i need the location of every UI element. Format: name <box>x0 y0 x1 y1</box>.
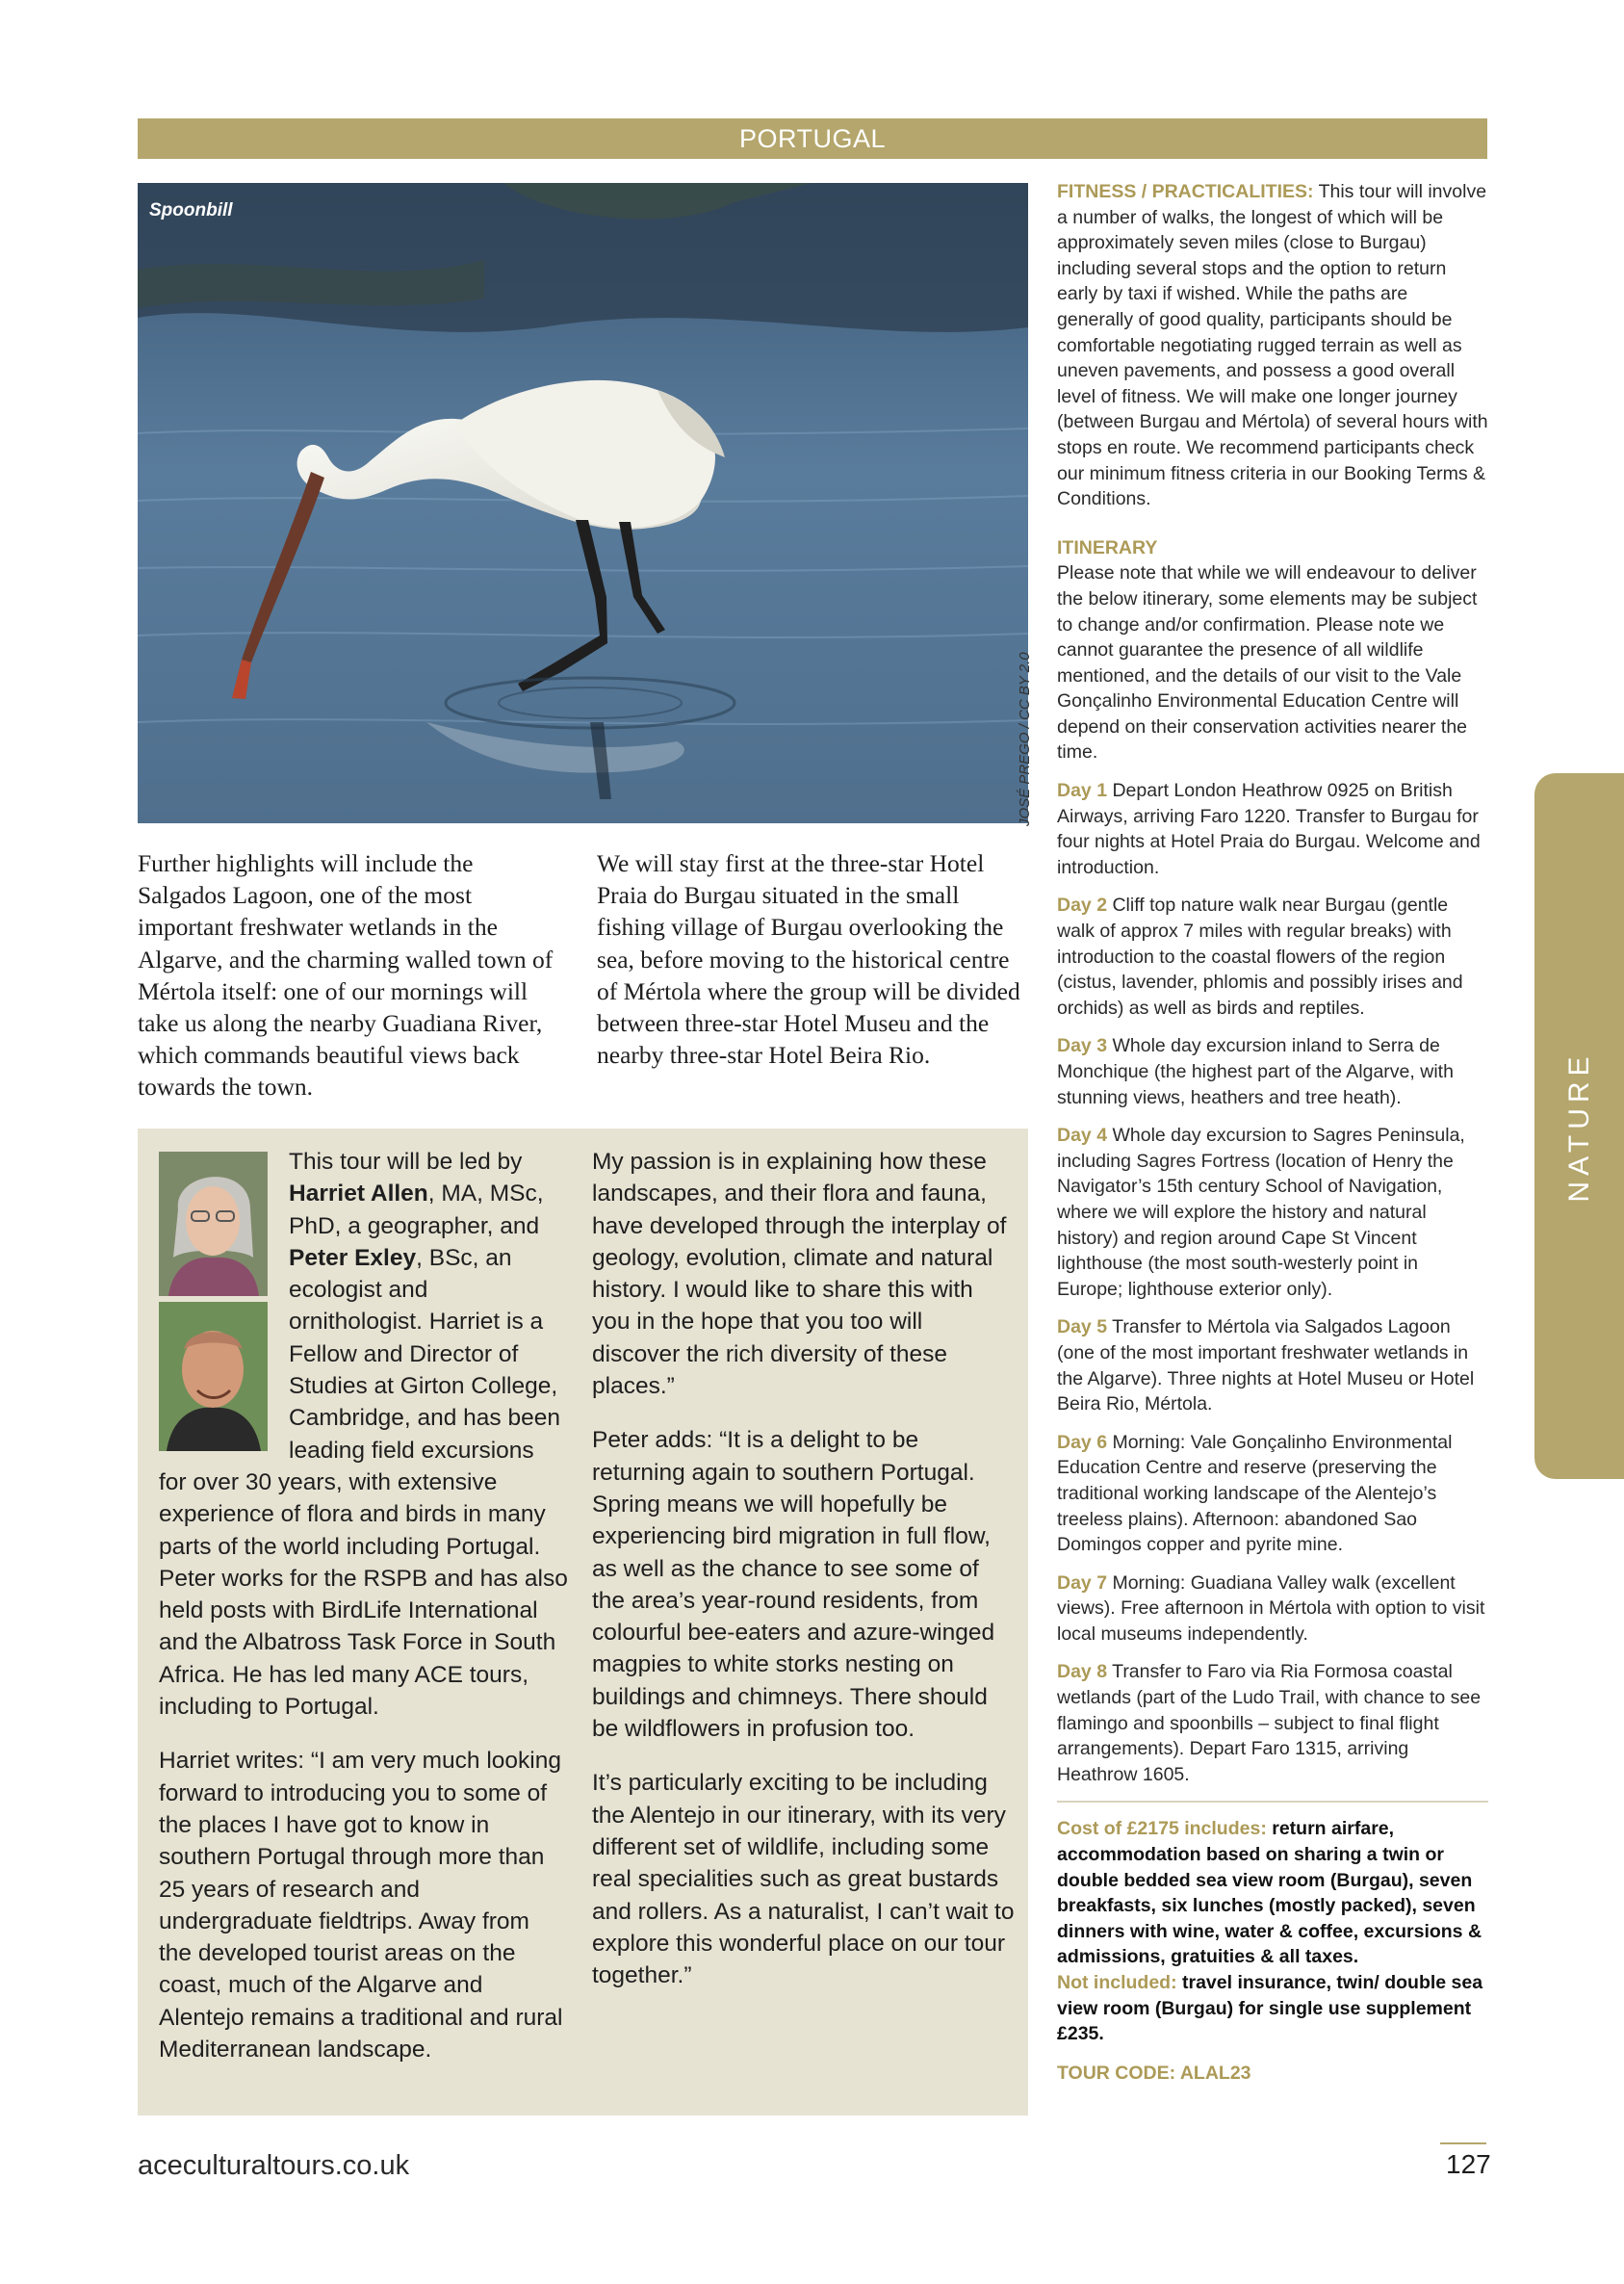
day-label: Day 6 <box>1057 1431 1108 1453</box>
spoonbill-photo <box>138 183 1028 823</box>
itinerary-note: Please note that while we will endeavour to deliver the below itinerary, some elements may be subject to change and/or confirmation. Please note we cannot guarantee the presence of all wildlife mentioned, and the details of our visit to the Vale Gonçalinho Environmental Education Centre will depend on their conservation activities nearer the time. <box>1057 562 1478 764</box>
peter-name: Peter Exley <box>289 1244 417 1271</box>
day-text: Whole day excursion inland to Serra de Monchique (the highest part of the Algarve, with stunning views, heathers and tree heath). <box>1057 1035 1454 1108</box>
not-included-label: Not included: <box>1057 1972 1177 1993</box>
footer-website: aceculturaltours.co.uk <box>138 2150 410 2181</box>
itinerary-days <box>1057 778 1488 1787</box>
itinerary-day <box>1057 893 1488 1021</box>
day-text: Transfer to Faro via Ria Formosa coastal wetlands (part of the Ludo Trail, with chance to see flamingo and spoonbills – subject to final flight arrangements). Depart Faro 1315, arriving Heathrow 1605. <box>1057 1661 1482 1785</box>
peter-photo <box>159 1302 268 1451</box>
fitness-section <box>1057 179 1488 512</box>
itinerary-day <box>1057 1123 1488 1302</box>
leaders-intro: This tour will be led by Harriet Allen, MA, MSc, PhD, a geographer, and Peter Exley, BSc, an ecologist and ornithologist. Harriet is a Fellow and Director of Studies at Girton College, Cambridge, and has been leading field excursions for over 30 years, with extensive experience of flora and birds in many parts of the world including Portugal. Peter works for the RSPB and has also held posts with BirdLife International and the Albatross Task Force in South Africa. He has led many ACE tours, including to Portugal. <box>159 1149 568 1721</box>
cost-label: Cost of £2175 includes: <box>1057 1818 1267 1840</box>
day-text: Transfer to Mértola via Salgados Lagoon (one of the most important freshwater wetlands in the Algarve). Three nights at Hotel Museu or Hotel Beira Rio, Mértola. <box>1057 1316 1475 1415</box>
itinerary-day <box>1057 1659 1488 1787</box>
itinerary-day <box>1057 1570 1488 1648</box>
day-label: Day 2 <box>1057 895 1108 917</box>
divider <box>1057 1801 1488 1803</box>
itinerary-day <box>1057 1033 1488 1110</box>
section-banner: PORTUGAL <box>138 118 1487 159</box>
nature-tab: NATURE <box>1534 773 1624 1479</box>
page-number: 127 <box>1446 2149 1491 2179</box>
itinerary-day <box>1057 1430 1488 1558</box>
day-label: Day 4 <box>1057 1125 1108 1147</box>
peter-portrait <box>159 1302 268 1451</box>
itinerary-day <box>1057 1314 1488 1416</box>
photo-caption: Spoonbill <box>149 200 233 221</box>
day-text: Whole day excursion to Sagres Peninsula, including Sagres Fortress (location of Henry the Navigator’s 15th century School of Navigation, where we will explore the history and natural history) and region around Cape St Vincent lighthouse (the most south-westerly point in Europe; lighthouse exterior only). <box>1057 1125 1465 1300</box>
harriet-quote: Harriet writes: “I am very much looking forward to introducing you to some of the places I have got to know in southern Portugal through more than 25 years of research and undergraduate fieldtrips. Away from the developed tourist areas on the coast, much of the Algarve and Alentejo remains a traditional and rural Mediterranean landscape. <box>159 1748 563 2063</box>
day-label: Day 8 <box>1057 1661 1108 1683</box>
day-label: Day 7 <box>1057 1571 1108 1594</box>
peter-quote: Peter adds: “It is a delight to be returning again to southern Portugal. Spring means we will hopefully be experiencing bird migration in full flow, as well as the chance to see some of the area’s year-round residents, from colourful bee-eaters and azure-winged magpies to white storks nesting on buildings and chimneys. There should be wildflowers in profusion too. <box>592 1427 995 1743</box>
leaders-column-2 <box>592 1146 1016 2013</box>
day-label: Day 3 <box>1057 1035 1108 1057</box>
intro-column-1: Further highlights will include the Salgados Lagoon, one of the most important freshwater wetlands in the Algarve, and the charming walled town of Mértola itself: one of our mornings will take us along the nearby Guadiana River, which commands beautiful views back towards the town. <box>138 849 554 1102</box>
fitness-text: This tour will involve a number of walks, the longest of which will be approximately seven miles (close to Burgau) including several stops and the option to return early by taxi if wished. While the paths are generally of good quality, participants should be comfortable negotiating rugged terrain as well as uneven pavements, and possess a good overall level of fitness. We will make one longer journey (between Burgau and Mértola) of several hours with stops en route. We recommend participants check our minimum fitness criteria in our Booking Terms & Conditions. <box>1057 181 1488 510</box>
day-label: Day 5 <box>1057 1316 1108 1338</box>
footer-divider <box>1440 2142 1486 2144</box>
details-sidebar <box>1057 179 1488 2086</box>
day-label: Day 1 <box>1057 780 1108 802</box>
intro-column-2: We will stay first at the three-star Hotel Praia do Burgau situated in the small fishing village of Burgau overlooking the sea, before moving to the historical centre of Mértola where the group will be divided between three-star Hotel Museu and the nearby three-star Hotel Beira Rio. <box>597 849 1020 1070</box>
fitness-heading: FITNESS / PRACTICALITIES: <box>1057 181 1314 202</box>
leaders-column-1 <box>159 1146 568 2088</box>
cost-block <box>1057 1816 1488 2046</box>
itinerary-heading: ITINERARY <box>1057 536 1158 558</box>
harriet-photo <box>159 1152 268 1296</box>
not-included-text: travel insurance, twin/ double sea view room (Burgau) for single use supplement £235. <box>1057 1972 1483 2045</box>
cost-text: return airfare, accommodation based on sharing a twin or double bedded sea view room (Burgau), seven breakfasts, six lunches (mostly packed), seven dinners with wine, water & coffee, excursions & admissions, gratuities & all taxes. <box>1057 1818 1482 1968</box>
peter-quote-continued: It’s particularly exciting to be including the Alentejo in our itinerary, with its very different set of wildlife, including some real specialities such as great bustards and rollers. As a naturalist, I can’t wait to explore this wonderful place on our tour together.” <box>592 1770 1015 1989</box>
harriet-name: Harriet Allen <box>289 1181 428 1207</box>
itinerary-day <box>1057 778 1488 880</box>
day-text: Cliff top nature walk near Burgau (gentle walk of approx 7 miles with regular breaks) with introduction to the coastal flowers of the region (cistus, lavender, phlomis and possibly irises and orchids) as well as birds and reptiles. <box>1057 895 1463 1019</box>
harriet-quote-continued: My passion is in explaining how these landscapes, and their flora and fauna, have developed through the interplay of geology, evolution, climate and natural history. I would like to share this with you in the hope that you too will discover the rich diversity of these places.” <box>592 1149 1007 1400</box>
day-text: Morning: Guadiana Valley walk (excellent views). Free afternoon in Mértola with option to visit local museums independently. <box>1057 1571 1485 1645</box>
tour-code: TOUR CODE: ALAL23 <box>1057 2062 1251 2084</box>
day-text: Depart London Heathrow 0925 on British Airways, arriving Faro 1220. Transfer to Burgau for four nights at Hotel Praia do Burgau. Welcome and introduction. <box>1057 780 1481 878</box>
spoonbill-illustration <box>138 183 1028 823</box>
harriet-portrait <box>159 1152 268 1296</box>
day-text: Morning: Vale Gonçalinho Environmental Education Centre and reserve (preserving the traditional working landscape of the Alentejo’s treeless plains). Afternoon: abandoned Sao Domingos copper and pyrite mine. <box>1057 1431 1453 1556</box>
